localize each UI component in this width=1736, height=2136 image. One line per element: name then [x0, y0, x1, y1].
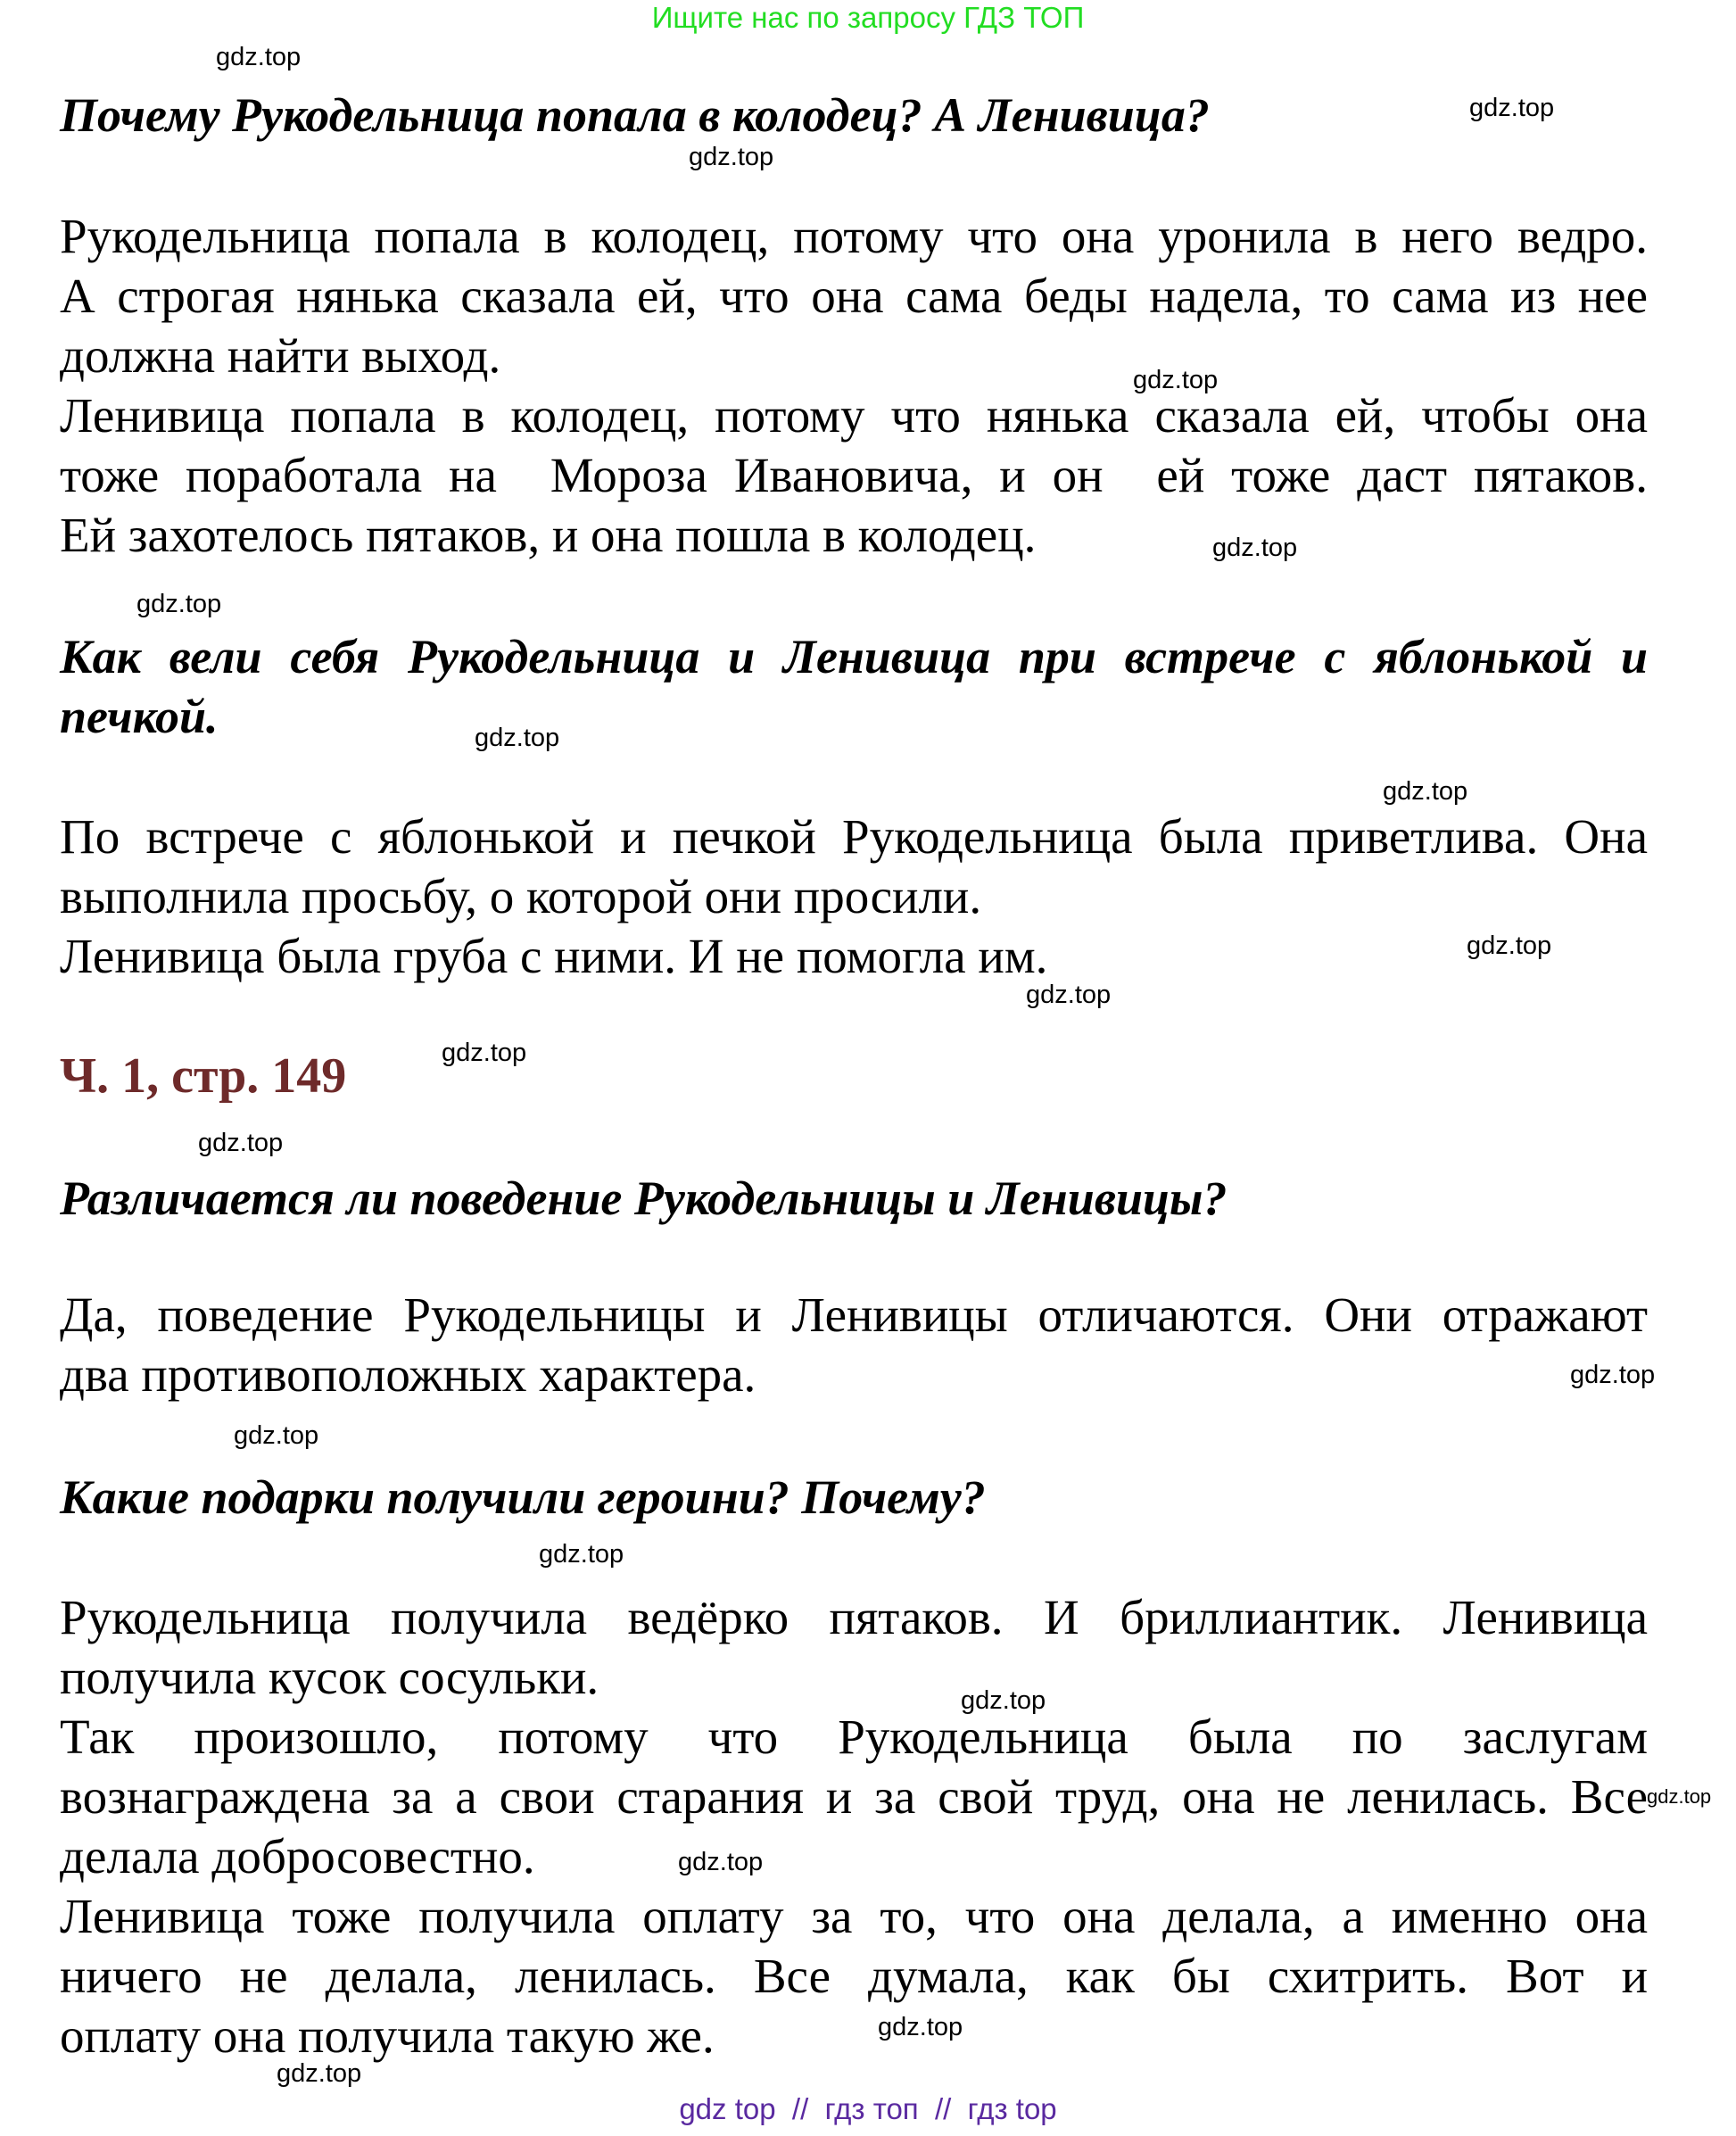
answer-line: Ленивица попала в колодец, потому что нянька сказала ей, чтобы она — [60, 388, 1648, 443]
answer-line: получила кусок сосульки. — [60, 1650, 599, 1704]
answer-block — [60, 1285, 1648, 1404]
search-hint-banner: Ищите нас по запросу ГДЗ ТОП — [651, 1, 1085, 34]
watermark: gdz.top — [216, 43, 302, 71]
watermark: gdz.top — [1383, 777, 1468, 806]
watermark: gdz.top — [1469, 94, 1555, 122]
question-line: Как вели себя Рукодельница и Ленивица при встрече с яблонькой и — [60, 630, 1648, 683]
question-heading — [60, 627, 1648, 747]
answer-line: Да, поведение Рукодельницы и Ленивицы отличаются. Они отражают — [60, 1287, 1648, 1342]
question-line: печкой. — [60, 690, 219, 743]
question-heading — [60, 86, 1648, 145]
watermark: gdz.top — [1212, 534, 1298, 562]
watermark: gdz.top — [1026, 981, 1112, 1009]
watermark: gdz.top — [1133, 366, 1219, 394]
answer-block — [60, 206, 1648, 565]
answer-line: Так произошло, потому что Рукодельница была по заслугам — [60, 1710, 1648, 1764]
watermark: gdz.top — [1570, 1361, 1656, 1389]
watermark: gdz.top — [234, 1421, 319, 1450]
answer-line: вознаграждена за а свои старания и за свой труд, она не ленилась. Все — [60, 1769, 1648, 1824]
answer-line: По встрече с яблонькой и печкой Рукодельница была приветлива. Она — [60, 809, 1648, 864]
watermark: gdz.top — [539, 1540, 624, 1569]
watermark: gdz.top — [678, 1848, 764, 1876]
question-line: Различается ли поведение Рукодельницы и Ленивицы? — [60, 1171, 1228, 1225]
watermark: gdz.top — [961, 1686, 1046, 1715]
watermark: gdz.top — [442, 1039, 527, 1067]
answer-line: должна найти выход. — [60, 328, 501, 383]
answer-line: ничего не делала, ленилась. Все думала, как бы схитрить. Вот и — [60, 1949, 1648, 2003]
footer-links: gdz top // гдз топ // гдз top — [679, 2092, 1057, 2125]
question-heading — [60, 1468, 1648, 1527]
answer-line: Рукодельница получила ведёрко пятаков. И бриллиантик. Ленивица — [60, 1590, 1648, 1644]
answer-block — [60, 807, 1648, 986]
question-line: Почему Рукодельница попала в колодец? А Ленивица? — [60, 88, 1210, 142]
answer-line: оплату она получила такую же. — [60, 2008, 715, 2063]
watermark: gdz.top — [475, 724, 560, 752]
question-heading — [60, 1169, 1648, 1229]
watermark: gdz.top — [198, 1129, 284, 1157]
answer-line: два противоположных характера. — [60, 1347, 756, 1402]
watermark: gdz.top — [1647, 1785, 1712, 1808]
answer-line: Ленивица тоже получила оплату за то, что она делала, а именно она — [60, 1889, 1648, 1943]
watermark: gdz.top — [1467, 931, 1552, 960]
watermark: gdz.top — [136, 590, 222, 618]
section-label: Ч. 1, стр. 149 — [60, 1048, 347, 1104]
watermark: gdz.top — [878, 2013, 963, 2041]
watermark: gdz.top — [277, 2059, 362, 2088]
answer-line: выполнила просьбу, о которой они просили. — [60, 869, 982, 923]
answer-line: Ей захотелось пятаков, и она пошла в колодец. — [60, 508, 1037, 562]
answer-block — [60, 1587, 1648, 2066]
answer-line: Ленивица была груба с ними. И не помогла им. — [60, 929, 1048, 983]
answer-line: тоже поработала на Мороза Ивановича, и он ей тоже даст пятаков. — [60, 448, 1648, 502]
question-line: Какие подарки получили героини? Почему? — [60, 1470, 986, 1524]
answer-line: Рукодельница попала в колодец, потому что она уронила в него ведро. — [60, 209, 1648, 263]
watermark: gdz.top — [689, 143, 774, 171]
answer-line: делала добросовестно. — [60, 1829, 535, 1883]
answer-line: А строгая нянька сказала ей, что она сама беды надела, то сама из нее — [60, 269, 1648, 323]
